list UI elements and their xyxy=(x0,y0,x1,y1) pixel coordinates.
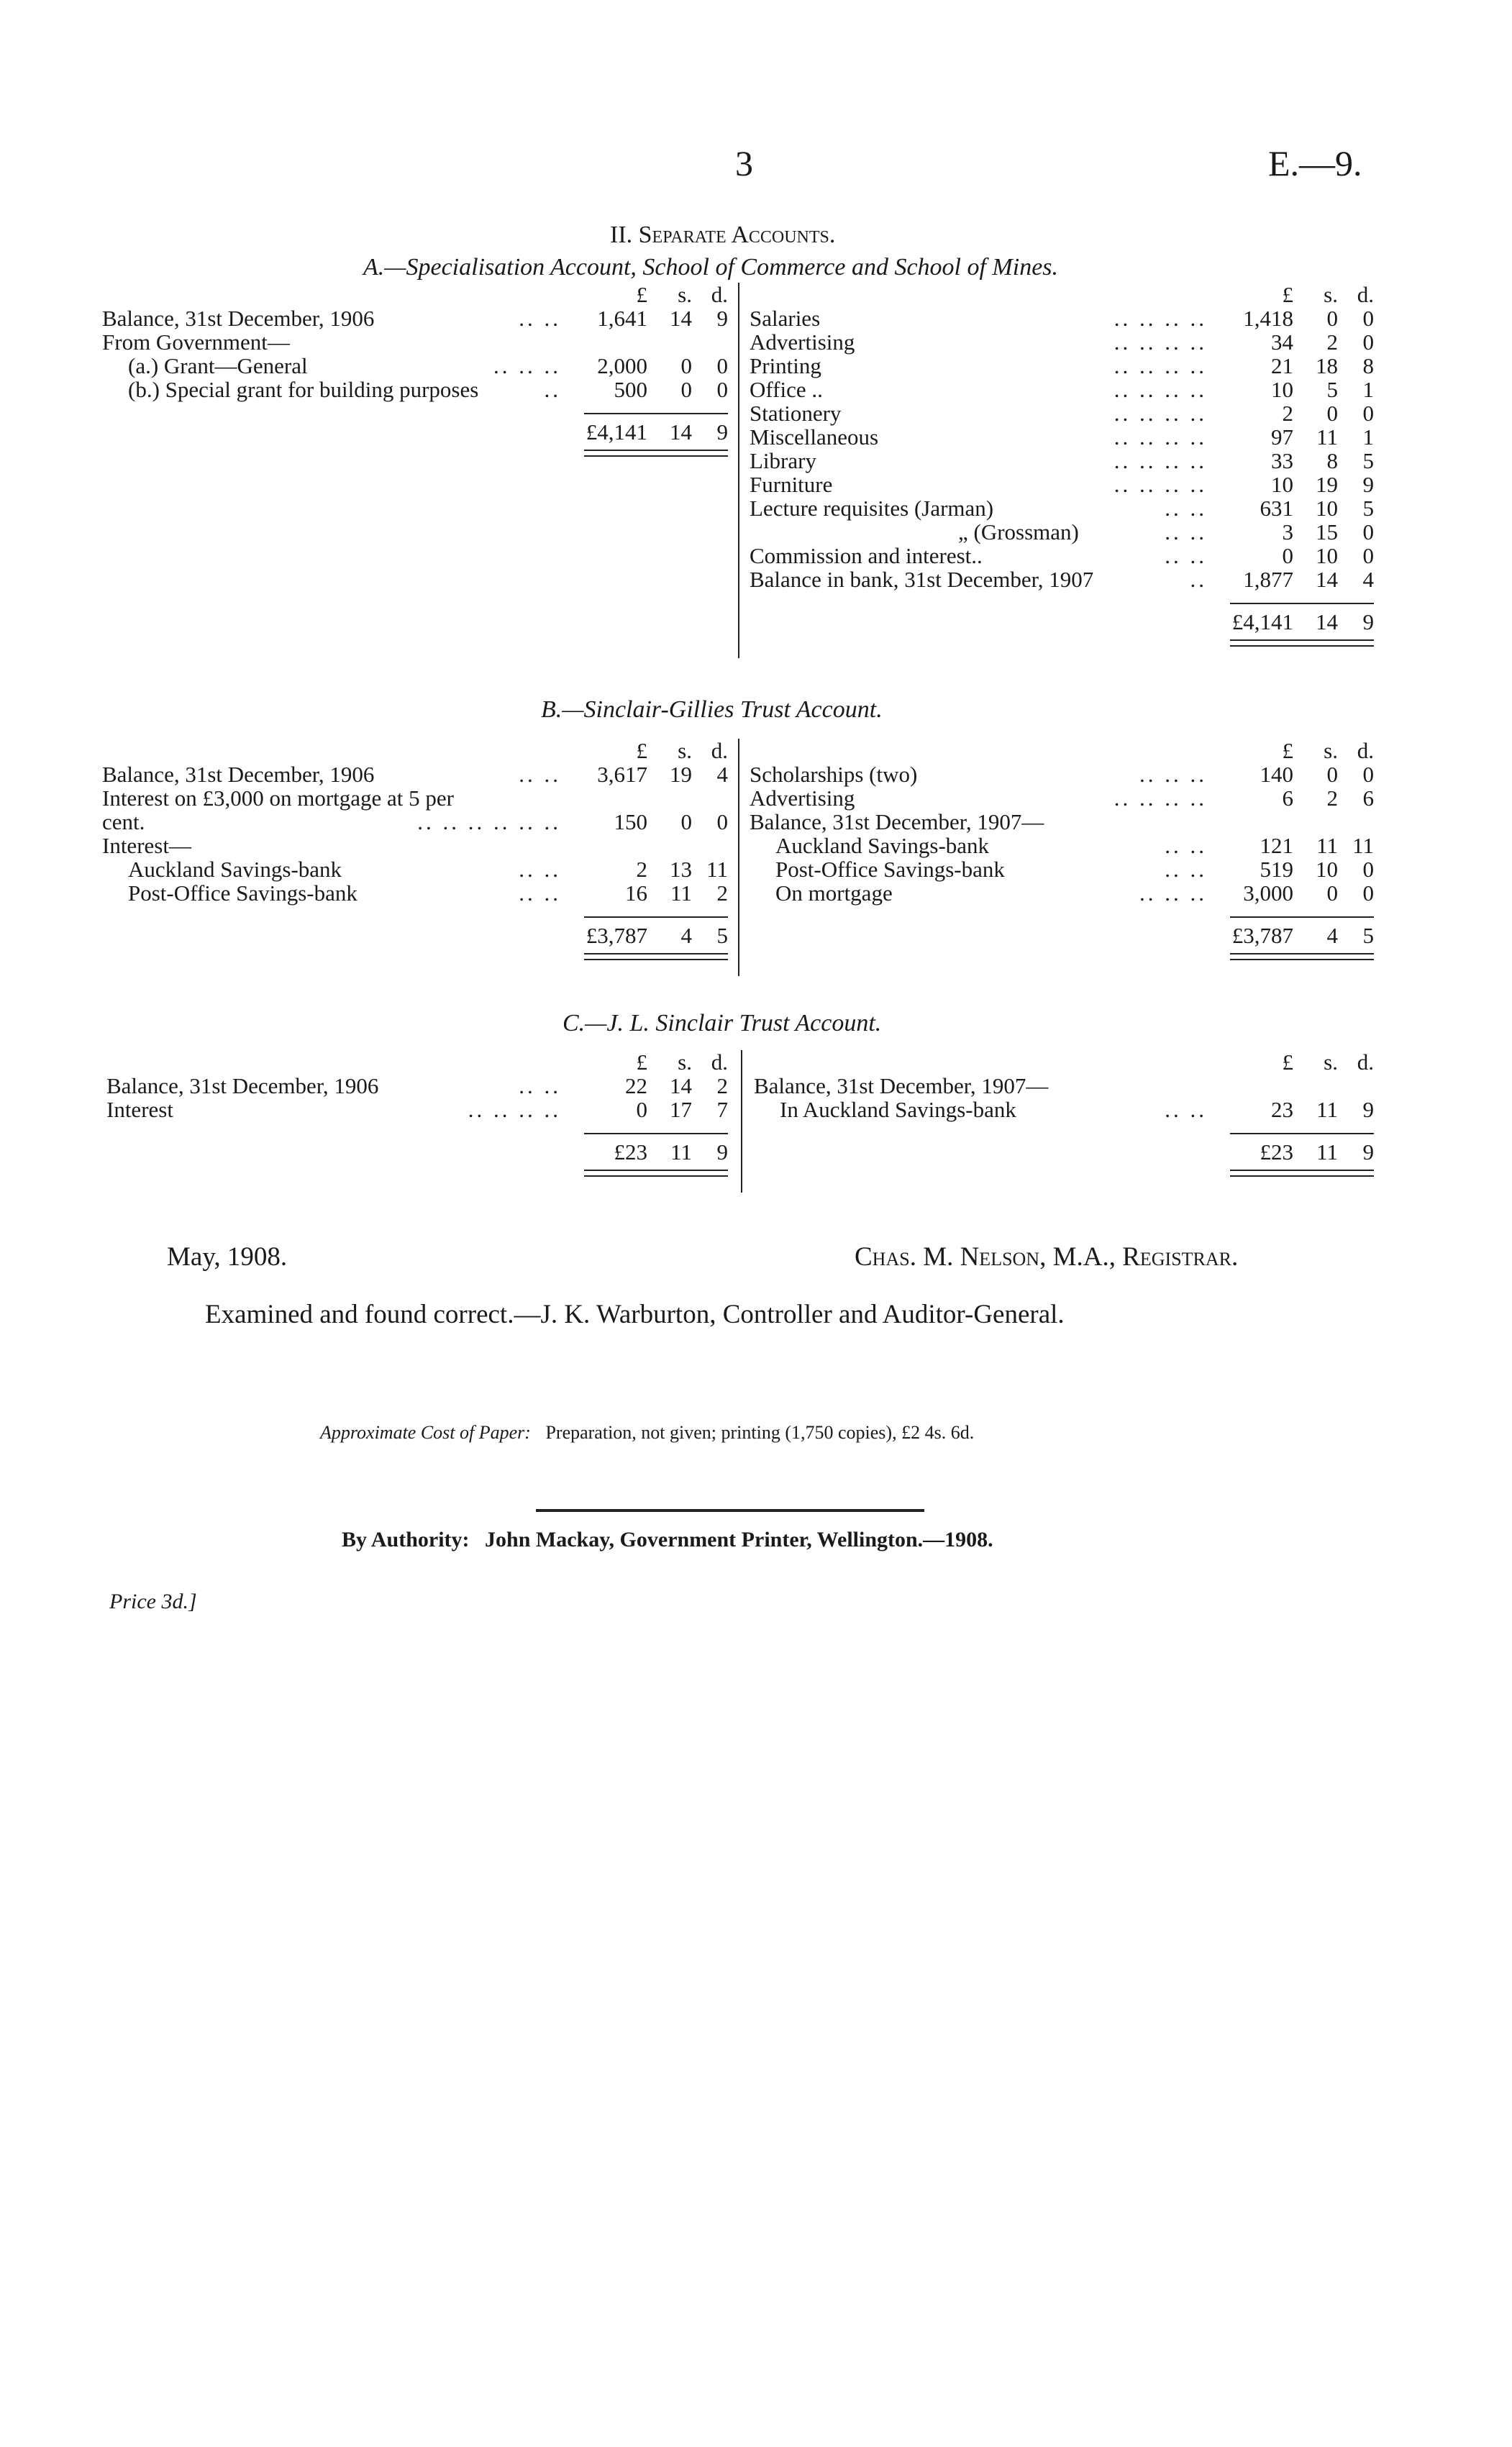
pounds-value: 121 xyxy=(1260,833,1293,858)
pence-value: 4 xyxy=(716,762,728,787)
leader-dots: .. xyxy=(544,377,561,402)
ledger-label: Balance in bank, 31st December, 1907 xyxy=(750,567,1094,592)
ledger-row xyxy=(750,544,1374,568)
ledger-row xyxy=(750,857,1374,881)
auditor-certificate: Examined and found correct.—J. K. Warburton, Controller and Auditor-General. xyxy=(205,1300,1065,1329)
leader-dots: .. .. xyxy=(1165,519,1207,544)
report-date: May, 1908. xyxy=(167,1242,288,1272)
shillings-value: 0 xyxy=(1326,306,1338,331)
pence-value: 6 xyxy=(1362,785,1374,811)
leader-dots: .. .. xyxy=(1165,1097,1207,1122)
ledger-row xyxy=(106,1098,728,1121)
total-rule-bottom xyxy=(584,450,728,457)
total-row xyxy=(102,924,728,947)
shillings-value: 0 xyxy=(680,353,692,378)
account-b-divider xyxy=(738,739,739,976)
ledger-row xyxy=(102,881,728,905)
ledger-label: Balance, 31st December, 1907— xyxy=(750,809,1044,834)
account-a-receipts xyxy=(102,283,728,457)
pounds-value: 34 xyxy=(1271,329,1293,355)
pounds-value: 23 xyxy=(1271,1097,1293,1122)
ledger-label: (b.) Special grant for building purposes xyxy=(128,377,479,402)
ledger-row xyxy=(750,568,1374,591)
spacer xyxy=(102,401,728,413)
ledger-row xyxy=(754,1074,1374,1098)
ledger-row xyxy=(750,834,1374,857)
shillings-value: 2 xyxy=(1326,785,1338,811)
shillings-value: 11 xyxy=(1316,1139,1338,1165)
account-b-receipts xyxy=(102,739,728,960)
leader-dots: .. .. xyxy=(519,1073,561,1098)
pounds-value: 140 xyxy=(1260,762,1293,787)
pence-value: 9 xyxy=(716,306,728,331)
currency-header: d. xyxy=(711,738,728,763)
shillings-value: 8 xyxy=(1326,448,1338,473)
ledger-label: Balance, 31st December, 1906 xyxy=(102,306,375,331)
total-rule-bottom xyxy=(584,953,728,960)
leader-dots: .. .. xyxy=(1165,496,1207,521)
pence-value: 0 xyxy=(716,353,728,378)
ledger-row xyxy=(102,330,728,354)
pence-value: 9 xyxy=(716,419,728,445)
pence-value: 11 xyxy=(1352,833,1374,858)
pence-value: 0 xyxy=(1362,857,1374,882)
leader-dots: .. .. xyxy=(519,857,561,882)
total-row xyxy=(750,924,1374,947)
pounds-value: 2 xyxy=(1282,401,1293,426)
pounds-value: 150 xyxy=(614,809,647,834)
currency-header-row xyxy=(106,1050,728,1074)
currency-header: £ xyxy=(1282,282,1293,307)
shillings-value: 0 xyxy=(1326,401,1338,426)
ledger-label: Office .. xyxy=(750,377,823,402)
ledger-row xyxy=(750,881,1374,905)
pounds-value: 6 xyxy=(1282,785,1293,811)
ledger-row xyxy=(102,378,728,401)
leader-dots: .. .. .. .. xyxy=(1113,306,1207,331)
ledger-row xyxy=(102,834,728,857)
total-rule-top xyxy=(584,1133,728,1134)
currency-header: s. xyxy=(1324,738,1338,763)
shillings-value: 18 xyxy=(1316,353,1338,378)
shillings-value: 11 xyxy=(670,880,692,906)
pounds-value: 3,000 xyxy=(1243,880,1293,906)
shillings-value: 19 xyxy=(1316,472,1338,497)
currency-header-row xyxy=(102,739,728,762)
pounds-value: 1,877 xyxy=(1243,567,1293,592)
currency-header: £ xyxy=(636,1049,647,1075)
pounds-value: 500 xyxy=(614,377,647,402)
account-c-heading: C.—J. L. Sinclair Trust Account. xyxy=(563,1010,882,1036)
currency-header: £ xyxy=(636,738,647,763)
pounds-value: £3,787 xyxy=(1231,923,1293,948)
ledger-label: Lecture requisites (Jarman) xyxy=(750,496,994,521)
currency-header: s. xyxy=(678,282,692,307)
cost-note-text: Preparation, not given; printing (1,750 copies), £2 4s. 6d. xyxy=(545,1422,975,1443)
pence-value: 9 xyxy=(1362,1097,1374,1122)
leader-dots: .. .. .. .. xyxy=(1113,377,1207,402)
pounds-value: 10 xyxy=(1271,377,1293,402)
currency-header-row xyxy=(754,1050,1374,1074)
pence-value: 9 xyxy=(1362,472,1374,497)
pence-value: 7 xyxy=(716,1097,728,1122)
shillings-value: 14 xyxy=(670,419,692,445)
leader-dots: .. .. xyxy=(519,306,561,331)
ledger-row xyxy=(750,330,1374,354)
account-a-payments xyxy=(750,283,1374,647)
total-rule-top xyxy=(584,916,728,918)
currency-header-row xyxy=(750,739,1374,762)
currency-header: s. xyxy=(1324,282,1338,307)
shillings-value: 14 xyxy=(1316,567,1338,592)
shillings-value: 11 xyxy=(1316,1097,1338,1122)
currency-header: d. xyxy=(1357,282,1374,307)
total-row xyxy=(106,1140,728,1164)
pence-value: 5 xyxy=(1362,923,1374,948)
pence-value: 0 xyxy=(1362,401,1374,426)
currency-header: d. xyxy=(1357,1049,1374,1075)
total-rule-top xyxy=(1230,916,1374,918)
shillings-value: 2 xyxy=(1326,329,1338,355)
currency-header: £ xyxy=(1282,1049,1293,1075)
pounds-value: 33 xyxy=(1271,448,1293,473)
pounds-value: 21 xyxy=(1271,353,1293,378)
leader-dots: .. .. xyxy=(519,762,561,787)
total-row xyxy=(754,1140,1374,1164)
pence-value: 0 xyxy=(716,809,728,834)
account-b-heading: B.—Sinclair-Gillies Trust Account. xyxy=(541,696,883,723)
leader-dots: .. .. .. .. .. .. xyxy=(417,809,561,834)
pence-value: 9 xyxy=(1362,609,1374,634)
shillings-value: 0 xyxy=(1326,880,1338,906)
cost-note-label: Approximate Cost of Paper: xyxy=(320,1422,531,1443)
leader-dots: .. .. .. .. xyxy=(1113,785,1207,811)
ledger-label: Balance, 31st December, 1906 xyxy=(102,762,375,787)
authority-prefix: By Authority: xyxy=(342,1528,470,1551)
ledger-row xyxy=(102,306,728,330)
ledger-row xyxy=(750,306,1374,330)
ledger-label: In Auckland Savings-bank xyxy=(780,1097,1016,1122)
pounds-value: £4,141 xyxy=(586,419,647,445)
shillings-value: 14 xyxy=(670,1073,692,1098)
shillings-value: 4 xyxy=(1326,923,1338,948)
spacer xyxy=(102,905,728,916)
ledger-label: Advertising xyxy=(750,785,855,811)
shillings-value: 14 xyxy=(1316,609,1338,634)
leader-dots: .. .. .. .. xyxy=(1113,353,1207,378)
leader-dots: .. .. xyxy=(1165,833,1207,858)
pence-value: 0 xyxy=(1362,306,1374,331)
pounds-value: £3,787 xyxy=(586,923,647,948)
ledger-row xyxy=(750,354,1374,378)
leader-dots: .. .. xyxy=(1165,857,1207,882)
account-b-payments xyxy=(750,739,1374,960)
pounds-value: 16 xyxy=(625,880,647,906)
pence-value: 11 xyxy=(706,857,728,882)
ledger-row xyxy=(754,1098,1374,1121)
shillings-value: 0 xyxy=(680,809,692,834)
pounds-value: 631 xyxy=(1260,496,1293,521)
shillings-value: 10 xyxy=(1316,857,1338,882)
pounds-value: 22 xyxy=(625,1073,647,1098)
pounds-value: 2,000 xyxy=(597,353,647,378)
ledger-label: „ (Grossman) xyxy=(958,519,1079,544)
currency-header: s. xyxy=(678,1049,692,1075)
total-rule-top xyxy=(1230,603,1374,604)
currency-header: £ xyxy=(1282,738,1293,763)
ledger-label: Advertising xyxy=(750,329,855,355)
price: Price 3d.] xyxy=(109,1590,197,1613)
shillings-value: 11 xyxy=(1316,833,1338,858)
total-rule-top xyxy=(584,413,728,414)
pounds-value: 2 xyxy=(636,857,647,882)
leader-dots: .. .. .. .. xyxy=(1113,448,1207,473)
leader-dots: .. .. .. .. xyxy=(1113,472,1207,497)
ledger-label: Commission and interest.. xyxy=(750,543,983,568)
shillings-value: 15 xyxy=(1316,519,1338,544)
leader-dots: .. .. xyxy=(519,880,561,906)
pence-value: 0 xyxy=(1362,329,1374,355)
shillings-value: 19 xyxy=(670,762,692,787)
pence-value: 5 xyxy=(1362,496,1374,521)
ledger-label: (a.) Grant—General xyxy=(128,353,308,378)
pence-value: 2 xyxy=(716,880,728,906)
ledger-label: Interest on £3,000 on mortgage at 5 per xyxy=(102,785,454,811)
printer-imprint xyxy=(342,1528,993,1552)
account-c-receipts xyxy=(106,1050,728,1177)
leader-dots: .. .. xyxy=(1165,543,1207,568)
pence-value: 0 xyxy=(1362,880,1374,906)
leader-dots: .. .. .. xyxy=(1139,762,1207,787)
leader-dots: .. .. .. xyxy=(1139,880,1207,906)
pounds-value: 0 xyxy=(1282,543,1293,568)
shillings-value: 10 xyxy=(1316,543,1338,568)
shillings-value: 5 xyxy=(1326,377,1338,402)
ledger-label: Balance, 31st December, 1907— xyxy=(754,1073,1049,1098)
ledger-label: cent. xyxy=(102,809,145,834)
pounds-value: 1,641 xyxy=(597,306,647,331)
pence-value: 0 xyxy=(1362,519,1374,544)
account-a-divider xyxy=(738,283,739,658)
ledger-label: Post-Office Savings-bank xyxy=(775,857,1005,882)
ledger-row xyxy=(102,810,728,834)
ledger-label: Library xyxy=(750,448,816,473)
currency-header-row xyxy=(102,283,728,306)
ledger-label: Auckland Savings-bank xyxy=(128,857,342,882)
ledger-label: Scholarships (two) xyxy=(750,762,918,787)
pence-value: 1 xyxy=(1362,424,1374,450)
shillings-value: 17 xyxy=(670,1097,692,1122)
leader-dots: .. .. .. .. xyxy=(1113,401,1207,426)
total-rule-bottom xyxy=(1230,953,1374,960)
pounds-value: 3,617 xyxy=(597,762,647,787)
ledger-label: Furniture xyxy=(750,472,833,497)
account-a-heading: A.—Specialisation Account, School of Commerce and School of Mines. xyxy=(363,254,1059,281)
total-rule-bottom xyxy=(1230,1170,1374,1177)
shillings-value: 4 xyxy=(680,923,692,948)
ledger-label: From Government— xyxy=(102,329,290,355)
pounds-value: 1,418 xyxy=(1243,306,1293,331)
spacer xyxy=(106,1121,728,1133)
page-number: 3 xyxy=(735,143,753,183)
ledger-label: Interest xyxy=(106,1097,173,1122)
ledger-row xyxy=(750,449,1374,473)
pence-value: 4 xyxy=(1362,567,1374,592)
total-rule-top xyxy=(1230,1133,1374,1134)
total-row xyxy=(102,420,728,444)
account-c-divider xyxy=(741,1050,742,1193)
pence-value: 0 xyxy=(716,377,728,402)
currency-header-row xyxy=(750,283,1374,306)
total-rule-bottom xyxy=(1230,639,1374,647)
shillings-value: 14 xyxy=(670,306,692,331)
ledger-row xyxy=(750,378,1374,401)
pounds-value: 0 xyxy=(636,1097,647,1122)
pence-value: 1 xyxy=(1362,377,1374,402)
total-row xyxy=(750,610,1374,634)
ledger-row xyxy=(750,810,1374,834)
ledger-label: Balance, 31st December, 1906 xyxy=(106,1073,379,1098)
pence-value: 0 xyxy=(1362,543,1374,568)
ledger-row xyxy=(750,425,1374,449)
leader-dots: .. .. .. xyxy=(493,353,561,378)
pence-value: 2 xyxy=(716,1073,728,1098)
pounds-value: 519 xyxy=(1260,857,1293,882)
ledger-label: Salaries xyxy=(750,306,821,331)
ledger-row xyxy=(750,786,1374,810)
ledger-label: Printing xyxy=(750,353,821,378)
ledger-row xyxy=(102,354,728,378)
ledger-row xyxy=(750,473,1374,496)
pence-value: 9 xyxy=(716,1139,728,1165)
ledger-row xyxy=(102,786,728,810)
ledger-row xyxy=(750,762,1374,786)
pounds-value: 3 xyxy=(1282,519,1293,544)
ledger-row xyxy=(750,401,1374,425)
pounds-value: 10 xyxy=(1271,472,1293,497)
authority-text: John Mackay, Government Printer, Wellington.—1908. xyxy=(485,1528,993,1551)
shillings-value: 0 xyxy=(680,377,692,402)
shillings-value: 0 xyxy=(1326,762,1338,787)
leader-dots: .. xyxy=(1190,567,1207,592)
leader-dots: .. .. .. .. xyxy=(468,1097,561,1122)
currency-header: d. xyxy=(711,1049,728,1075)
currency-header: d. xyxy=(711,282,728,307)
pence-value: 0 xyxy=(1362,762,1374,787)
ledger-row xyxy=(750,520,1374,544)
ledger-label: Interest— xyxy=(102,833,191,858)
spacer xyxy=(750,591,1374,603)
currency-header: s. xyxy=(1324,1049,1338,1075)
ledger-label: Post-Office Savings-bank xyxy=(128,880,357,906)
pence-value: 8 xyxy=(1362,353,1374,378)
pounds-value: £23 xyxy=(614,1139,647,1165)
spacer xyxy=(750,905,1374,916)
ledger-label: On mortgage xyxy=(775,880,893,906)
account-c-payments xyxy=(754,1050,1374,1177)
cost-note xyxy=(320,1422,974,1444)
rule xyxy=(536,1509,924,1512)
paper-code: E.—9. xyxy=(1268,143,1362,183)
shillings-value: 13 xyxy=(670,857,692,882)
section-title: II. Separate Accounts. xyxy=(610,222,836,248)
pounds-value: £23 xyxy=(1260,1139,1293,1165)
leader-dots: .. .. .. .. xyxy=(1113,329,1207,355)
currency-header: d. xyxy=(1357,738,1374,763)
leader-dots: .. .. .. .. xyxy=(1113,424,1207,450)
shillings-value: 11 xyxy=(1316,424,1338,450)
shillings-value: 11 xyxy=(670,1139,692,1165)
total-rule-bottom xyxy=(584,1170,728,1177)
pounds-value: £4,141 xyxy=(1231,609,1293,634)
ledger-label: Auckland Savings-bank xyxy=(775,833,990,858)
pounds-value: 97 xyxy=(1271,424,1293,450)
ledger-row xyxy=(750,496,1374,520)
shillings-value: 10 xyxy=(1316,496,1338,521)
registrar-signature: Chas. M. Nelson, M.A., Registrar. xyxy=(855,1242,1239,1272)
ledger-row xyxy=(102,762,728,786)
currency-header: s. xyxy=(678,738,692,763)
ledger-row xyxy=(102,857,728,881)
pence-value: 5 xyxy=(716,923,728,948)
ledger-row xyxy=(106,1074,728,1098)
pence-value: 9 xyxy=(1362,1139,1374,1165)
currency-header: £ xyxy=(636,282,647,307)
ledger-label: Miscellaneous xyxy=(750,424,879,450)
spacer xyxy=(754,1121,1374,1133)
pence-value: 5 xyxy=(1362,448,1374,473)
ledger-label: Stationery xyxy=(750,401,842,426)
